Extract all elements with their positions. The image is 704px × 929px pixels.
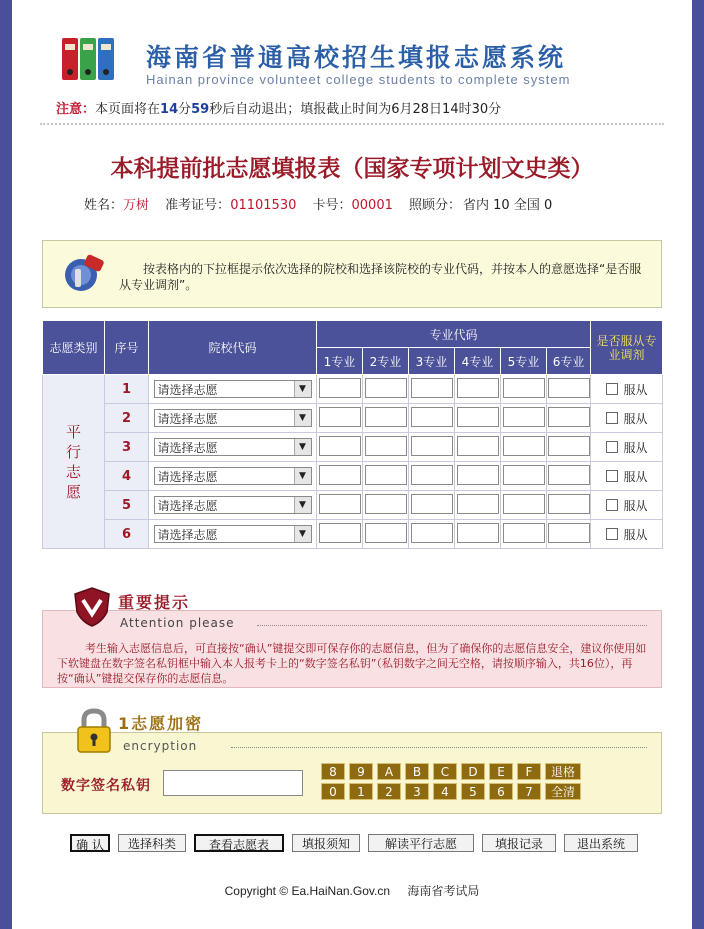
key-1[interactable]: 1	[349, 783, 373, 800]
school-cell	[149, 433, 317, 462]
major-cell	[501, 433, 547, 462]
encryption-title: 1志愿加密	[118, 714, 204, 733]
major-input[interactable]	[503, 494, 545, 514]
table-row	[43, 520, 663, 549]
card-label: 卡号：	[312, 198, 352, 213]
major-cell	[409, 404, 455, 433]
school-select-value: 请选择志愿	[157, 470, 218, 484]
major-cell	[317, 520, 363, 549]
school-select[interactable]	[154, 525, 312, 543]
key-d[interactable]: D	[461, 763, 485, 780]
key-7[interactable]: 7	[517, 783, 541, 800]
school-select-value: 请选择志愿	[157, 528, 218, 542]
major-cell	[455, 433, 501, 462]
obey-checkbox[interactable]	[606, 528, 618, 540]
binders-logo-icon	[60, 34, 130, 84]
footer	[12, 882, 692, 899]
major-cell	[409, 375, 455, 404]
seq-cell: 3	[105, 433, 149, 462]
backspace-key[interactable]: 退格	[545, 763, 581, 780]
major-input[interactable]	[319, 436, 361, 456]
key-3[interactable]: 3	[405, 783, 429, 800]
major-input[interactable]	[365, 494, 407, 514]
instructions-button[interactable]: 填报须知	[292, 834, 360, 852]
system-title: 海南省普通高校招生填报志愿系统	[146, 43, 567, 72]
key-c[interactable]: C	[433, 763, 457, 780]
major-cell	[501, 520, 547, 549]
key-e[interactable]: E	[489, 763, 513, 780]
major-input[interactable]	[319, 523, 361, 543]
major-input[interactable]	[457, 523, 499, 543]
major-cell	[409, 433, 455, 462]
major-input[interactable]	[548, 465, 590, 485]
card-number: 00001	[351, 198, 393, 213]
obey-cell	[591, 375, 663, 404]
key-a[interactable]: A	[377, 763, 401, 780]
key-6[interactable]: 6	[489, 783, 513, 800]
major-cell	[317, 375, 363, 404]
obey-label: 服从	[623, 469, 648, 484]
encryption-box	[42, 732, 662, 814]
school-select-value: 请选择志愿	[157, 499, 218, 513]
key-9[interactable]: 9	[349, 763, 373, 780]
header-major-5: 5专业	[501, 348, 547, 375]
key-f[interactable]: F	[517, 763, 541, 780]
dotted-rule	[231, 747, 647, 748]
school-cell	[149, 404, 317, 433]
system-subtitle: Hainan province volunteet college students to complete system	[146, 72, 571, 87]
key-2[interactable]: 2	[377, 783, 401, 800]
school-select-value: 请选择志愿	[157, 383, 218, 397]
obey-checkbox[interactable]	[606, 441, 618, 453]
major-cell	[409, 462, 455, 491]
header-school: 院校代码	[149, 321, 317, 375]
obey-label: 服从	[623, 411, 648, 426]
header-obey: 是否服从专业调剂	[591, 321, 663, 375]
major-cell	[363, 433, 409, 462]
care-value: 省内 10 全国 0	[463, 198, 553, 213]
major-cell	[317, 491, 363, 520]
key-4[interactable]: 4	[433, 783, 457, 800]
private-key-label: 数字签名私钥	[61, 778, 151, 794]
page	[12, 0, 692, 929]
major-input[interactable]	[548, 523, 590, 543]
school-select[interactable]	[154, 496, 312, 514]
seq-cell: 1	[105, 375, 149, 404]
important-text: 考生输入志愿信息后，可直接按“确认”键提交即可保存你的志愿信息，但为了确保你的志愿信息安全，建议你使用如下软键盘在数字签名私钥框中输入本人报考卡上的“数字签名私钥”（私钥数字之间无空格，请按顺序输入，共16位），再按“确认”键提交保存你的志愿信息。	[57, 642, 647, 685]
major-input[interactable]	[411, 378, 453, 398]
student-info	[84, 194, 552, 213]
school-cell	[149, 491, 317, 520]
header-major-2: 2专业	[363, 348, 409, 375]
chevron-down-icon: ▼	[294, 439, 311, 455]
major-input[interactable]	[503, 523, 545, 543]
major-input[interactable]	[319, 494, 361, 514]
obey-label: 服从	[623, 527, 648, 542]
major-input[interactable]	[503, 378, 545, 398]
major-cell	[363, 491, 409, 520]
seq-cell: 6	[105, 520, 149, 549]
obey-label: 服从	[623, 440, 648, 455]
tip-box	[42, 240, 662, 308]
chevron-down-icon: ▼	[294, 468, 311, 484]
encryption-subtitle: encryption	[123, 739, 198, 753]
major-input[interactable]	[503, 465, 545, 485]
obey-cell	[591, 462, 663, 491]
care-label: 照顾分：	[409, 198, 462, 213]
major-cell	[501, 491, 547, 520]
notice-minutes: 14	[160, 102, 179, 117]
chevron-down-icon: ▼	[294, 381, 311, 397]
major-cell	[455, 520, 501, 549]
name-label: 姓名：	[84, 198, 124, 213]
volunteer-table	[42, 320, 663, 549]
school-select[interactable]	[154, 409, 312, 427]
seq-cell: 5	[105, 491, 149, 520]
header-seq: 序号	[105, 321, 149, 375]
major-cell	[455, 491, 501, 520]
major-input[interactable]	[365, 407, 407, 427]
key-0[interactable]: 0	[321, 783, 345, 800]
major-cell	[317, 433, 363, 462]
major-cell	[547, 404, 591, 433]
major-cell	[409, 491, 455, 520]
major-cell	[455, 375, 501, 404]
major-input[interactable]	[365, 378, 407, 398]
major-cell	[317, 462, 363, 491]
clear-all-key[interactable]: 全清	[545, 783, 581, 800]
private-key-input[interactable]	[163, 770, 303, 796]
major-input[interactable]	[365, 465, 407, 485]
major-input[interactable]	[548, 494, 590, 514]
dotted-rule	[257, 625, 647, 626]
obey-label: 服从	[623, 382, 648, 397]
header-major-6: 6专业	[547, 348, 591, 375]
seq-cell: 4	[105, 462, 149, 491]
major-cell	[409, 520, 455, 549]
obey-checkbox[interactable]	[606, 383, 618, 395]
tools-icon	[61, 253, 107, 293]
major-input[interactable]	[411, 465, 453, 485]
copyright: Copyright © Ea.HaiNan.Gov.cn	[224, 884, 390, 898]
major-input[interactable]	[411, 436, 453, 456]
major-cell	[363, 520, 409, 549]
header-major-1: 1专业	[317, 348, 363, 375]
obey-checkbox[interactable]	[606, 412, 618, 424]
header-major: 专业代码	[317, 321, 591, 348]
obey-cell	[591, 404, 663, 433]
school-cell	[149, 520, 317, 549]
important-subtitle: Attention please	[120, 616, 235, 630]
table-row	[43, 375, 663, 404]
major-input[interactable]	[503, 436, 545, 456]
chevron-down-icon: ▼	[294, 497, 311, 513]
obey-cell	[591, 491, 663, 520]
notice-post: 秒后自动退出；填报截止时间为6月28日14时30分	[209, 102, 502, 117]
major-input[interactable]	[319, 407, 361, 427]
table-row	[43, 433, 663, 462]
major-cell	[547, 520, 591, 549]
major-cell	[547, 375, 591, 404]
major-cell	[501, 404, 547, 433]
obey-checkbox[interactable]	[606, 499, 618, 511]
major-input[interactable]	[457, 465, 499, 485]
major-cell	[501, 462, 547, 491]
major-input[interactable]	[548, 378, 590, 398]
obey-checkbox[interactable]	[606, 470, 618, 482]
timeout-notice	[56, 98, 501, 117]
padlock-icon	[76, 708, 112, 754]
category-cell	[43, 375, 105, 549]
school-select-value: 请选择志愿	[157, 412, 218, 426]
major-input[interactable]	[411, 494, 453, 514]
notice-seconds: 59	[191, 102, 210, 117]
major-input[interactable]	[319, 378, 361, 398]
notice-label: 注意：	[56, 102, 96, 117]
confirm-button[interactable]: 确 认	[70, 834, 110, 852]
major-input[interactable]	[457, 378, 499, 398]
exam-label: 准考证号：	[165, 198, 231, 213]
school-cell	[149, 375, 317, 404]
table-row	[43, 404, 663, 433]
major-cell	[363, 462, 409, 491]
divider	[40, 123, 664, 125]
chevron-down-icon: ▼	[294, 526, 311, 542]
major-cell	[363, 375, 409, 404]
key-5[interactable]: 5	[461, 783, 485, 800]
major-cell	[547, 433, 591, 462]
major-input[interactable]	[457, 436, 499, 456]
table-row	[43, 491, 663, 520]
major-input[interactable]	[457, 494, 499, 514]
category-label: 平行志愿	[65, 422, 81, 501]
organization: 海南省考试局	[407, 884, 480, 898]
major-cell	[455, 462, 501, 491]
major-cell	[547, 462, 591, 491]
seq-cell: 2	[105, 404, 149, 433]
school-select[interactable]	[154, 438, 312, 456]
parallel-guide-button[interactable]: 解读平行志愿	[368, 834, 474, 852]
school-cell	[149, 462, 317, 491]
major-input[interactable]	[365, 523, 407, 543]
major-input[interactable]	[503, 407, 545, 427]
major-input[interactable]	[365, 436, 407, 456]
school-select[interactable]	[154, 467, 312, 485]
major-input[interactable]	[319, 465, 361, 485]
key-8[interactable]: 8	[321, 763, 345, 780]
important-title: 重要提示	[118, 593, 191, 612]
obey-label: 服从	[623, 498, 648, 513]
obey-cell	[591, 433, 663, 462]
major-cell	[317, 404, 363, 433]
choose-subject-button[interactable]: 选择科类	[118, 834, 186, 852]
major-input[interactable]	[548, 407, 590, 427]
exam-number: 01101530	[230, 198, 297, 213]
notice-min-unit: 分	[178, 102, 192, 117]
major-cell	[501, 375, 547, 404]
header-major-3: 3专业	[409, 348, 455, 375]
major-input[interactable]	[411, 523, 453, 543]
table-row	[43, 462, 663, 491]
school-select[interactable]	[154, 380, 312, 398]
school-select-value: 请选择志愿	[157, 441, 218, 455]
header-major-4: 4专业	[455, 348, 501, 375]
tip-text: 按表格内的下拉框提示依次选择的院校和选择该院校的专业代码，并按本人的意愿选择“是否服从专业调剂”。	[119, 262, 642, 292]
major-input[interactable]	[548, 436, 590, 456]
exit-button[interactable]: 退出系统	[564, 834, 638, 852]
major-cell	[363, 404, 409, 433]
key-b[interactable]: B	[405, 763, 429, 780]
notice-pre: 本页面将在	[95, 102, 161, 117]
major-input[interactable]	[457, 407, 499, 427]
shield-icon	[72, 586, 112, 628]
major-input[interactable]	[411, 407, 453, 427]
records-button[interactable]: 填报记录	[482, 834, 556, 852]
view-form-button[interactable]: 查看志愿表	[194, 834, 284, 852]
major-cell	[547, 491, 591, 520]
student-name: 万树	[123, 198, 150, 213]
form-title: 本科提前批志愿填报表（国家专项计划文史类）	[110, 156, 594, 182]
major-cell	[455, 404, 501, 433]
header-category: 志愿类别	[43, 321, 105, 375]
chevron-down-icon: ▼	[294, 410, 311, 426]
obey-cell	[591, 520, 663, 549]
